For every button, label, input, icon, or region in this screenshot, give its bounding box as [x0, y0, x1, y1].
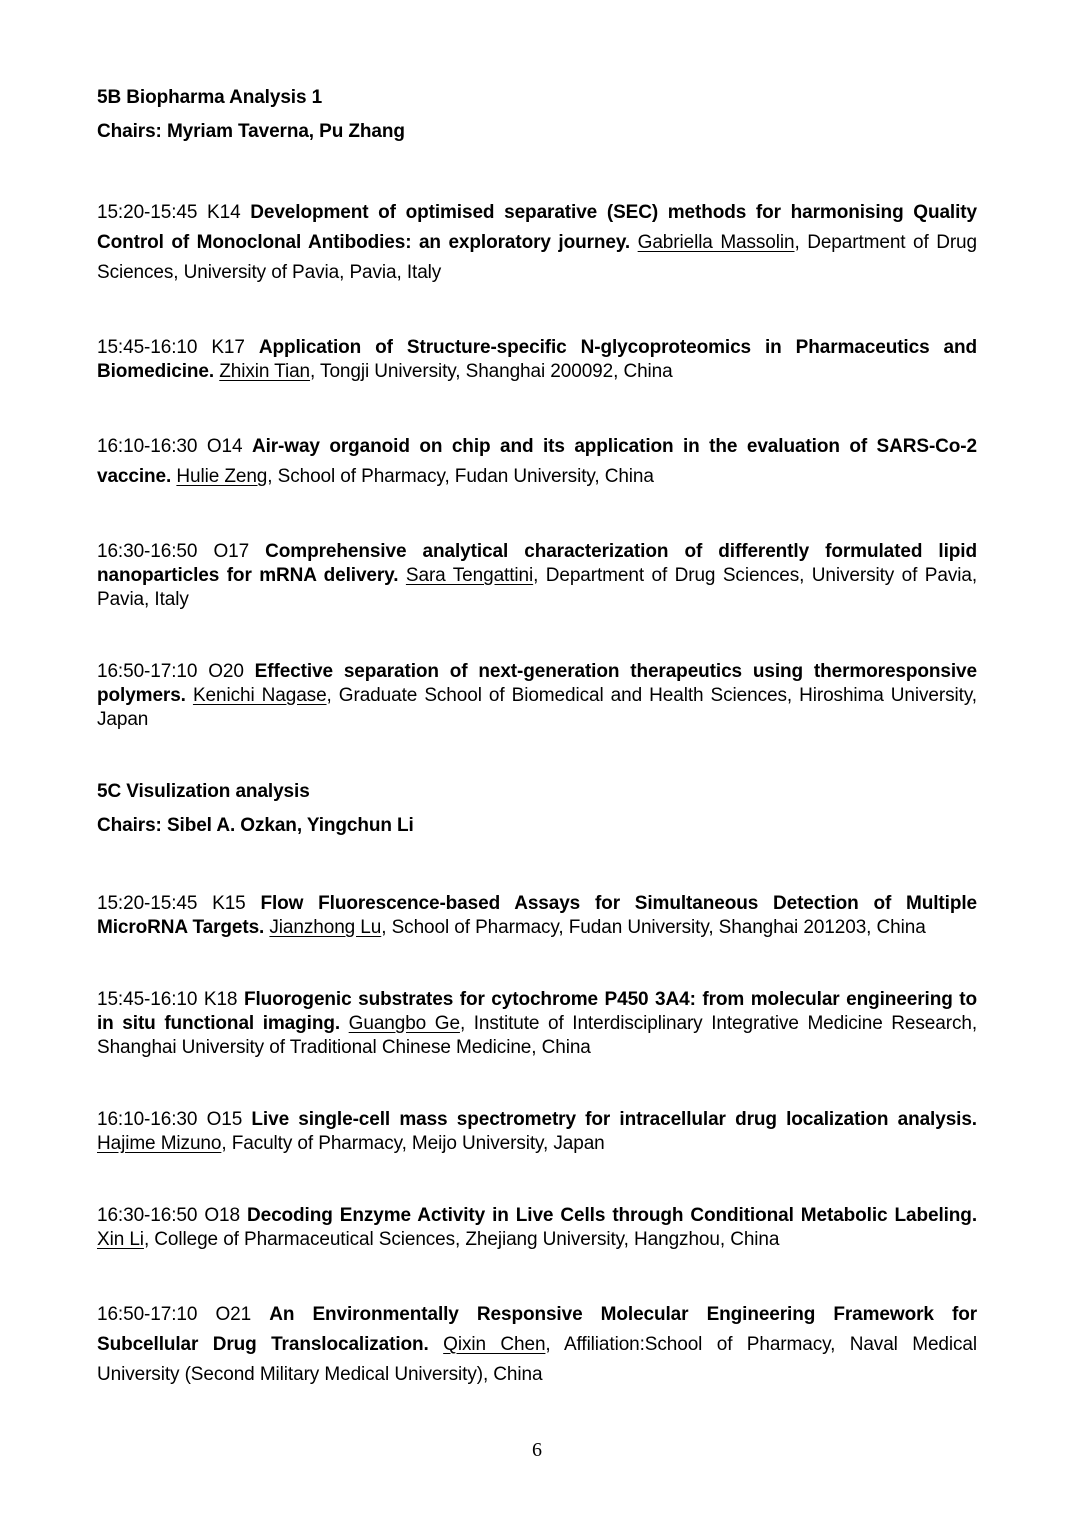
talk-code: O14: [206, 436, 243, 457]
talk-title: Live single-cell mass spectrometry for intracellular drug localization analysis.: [251, 1109, 977, 1130]
talk-entry: [97, 660, 977, 732]
talk-code: O17: [213, 541, 250, 562]
talk-time: 16:30-16:50: [97, 541, 198, 562]
talk-speaker: Guangbo Ge: [348, 1013, 460, 1034]
talk-title: Comprehensive analytical characterization of differently formulated lipid nanoparticles for mRNA delivery.: [97, 541, 977, 586]
talk-entry: [97, 988, 977, 1060]
talk-entry: [97, 198, 977, 288]
talk-entry: [97, 1204, 977, 1252]
talk-affiliation: , School of Pharmacy, Fudan University, Shanghai 201203, China: [381, 917, 926, 938]
talk-entry: [97, 432, 977, 492]
talk-title: Decoding Enzyme Activity in Live Cells through Conditional Metabolic Labeling.: [246, 1205, 977, 1226]
talk-entry: [97, 336, 977, 384]
section-title: 5C Visulization analysis: [97, 781, 310, 802]
talk-code: O20: [208, 661, 244, 682]
talk-code: O21: [215, 1304, 252, 1325]
talk-affiliation: , Department of Drug Sciences, University of Pavia, Pavia, Italy: [97, 565, 977, 610]
talk-code: K14: [207, 202, 241, 223]
section-title: 5B Biopharma Analysis 1: [97, 87, 323, 108]
program-section: [97, 86, 977, 732]
talk-time: 16:30-16:50: [97, 1205, 198, 1226]
talk-code: K18: [203, 989, 238, 1010]
talk-title: Application of Structure-specific N-glycoproteomics in Pharmaceutics and Biomedicine.: [97, 337, 978, 382]
talk-title: Development of optimised separative (SEC) methods for harmonising Quality Control of Monoclonal Antibodies: an exploratory journey.: [97, 202, 977, 253]
talk-title: Air-way organoid on chip and its application in the evaluation of SARS-Co-2 vaccine.: [97, 436, 977, 487]
talk-time: 15:45-16:10: [97, 989, 198, 1010]
section-talks: [97, 892, 977, 1390]
talk-time: 15:20-15:45: [97, 202, 198, 223]
talk-title: Effective separation of next-generation therapeutics using thermoresponsive polymers.: [97, 661, 977, 706]
talk-speaker: Qixin Chen: [443, 1334, 546, 1355]
talk-code: O18: [204, 1205, 240, 1226]
talk-entry: [97, 1300, 977, 1390]
talk-entry: [97, 892, 977, 940]
talk-affiliation: , Graduate School of Biomedical and Health Sciences, Hiroshima University, Japan: [97, 685, 977, 730]
talk-speaker: Hajime Mizuno: [97, 1133, 222, 1154]
talk-affiliation: , College of Pharmaceutical Sciences, Zhejiang University, Hangzhou, China: [143, 1229, 780, 1250]
talk-time: 16:10-16:30: [97, 1109, 198, 1130]
talk-time: 16:10-16:30: [97, 436, 198, 457]
talk-entry: [97, 540, 977, 612]
talk-time: 15:45-16:10: [97, 337, 198, 358]
talk-affiliation: , Faculty of Pharmacy, Meijo University, Japan: [221, 1133, 605, 1154]
talk-code: K15: [212, 893, 246, 914]
program-section: [97, 780, 977, 1390]
section-chairs: Chairs: Myriam Taverna, Pu Zhang: [97, 121, 405, 142]
talk-code: K17: [211, 337, 245, 358]
talk-time: 15:20-15:45: [97, 893, 198, 914]
talk-time: 16:50-17:10: [97, 661, 198, 682]
talk-affiliation: , Department of Drug Sciences, University of Pavia, Pavia, Italy: [97, 232, 977, 283]
talk-speaker: Kenichi Nagase: [192, 685, 327, 706]
section-talks: [97, 198, 977, 732]
program-content: [97, 86, 977, 1390]
talk-title: Flow Fluorescence-based Assays for Simultaneous Detection of Multiple MicroRNA Targets.: [97, 893, 977, 938]
talk-speaker: Hulie Zeng: [176, 466, 268, 487]
talk-speaker: Jianzhong Lu: [269, 917, 382, 938]
talk-time: 16:50-17:10: [97, 1304, 198, 1325]
talk-title: An Environmentally Responsive Molecular Engineering Framework for Subcellular Drug Translocalization.: [97, 1304, 977, 1355]
talk-code: O15: [206, 1109, 243, 1130]
talk-affiliation: , Affiliation:School of Pharmacy, Naval Medical University (Second Military Medical University), China: [97, 1334, 977, 1385]
page-number: 6: [532, 1439, 542, 1461]
talk-affiliation: , Tongji University, Shanghai 200092, China: [310, 361, 673, 382]
talk-affiliation: , School of Pharmacy, Fudan University, China: [267, 466, 654, 487]
talk-speaker: Sara Tengattini: [405, 565, 534, 586]
talk-speaker: Zhixin Tian: [219, 361, 311, 382]
talk-speaker: Xin Li: [97, 1229, 144, 1250]
talk-title: Fluorogenic substrates for cytochrome P450 3A4: from molecular engineering to in situ functional imaging.: [97, 989, 977, 1034]
talk-affiliation: , Institute of Interdisciplinary Integrative Medicine Research, Shanghai University of Traditional Chinese Medicine, China: [97, 1013, 978, 1058]
talk-entry: [97, 1108, 977, 1156]
talk-speaker: Gabriella Massolin: [637, 232, 795, 253]
section-chairs: Chairs: Sibel A. Ozkan, Yingchun Li: [97, 815, 414, 836]
